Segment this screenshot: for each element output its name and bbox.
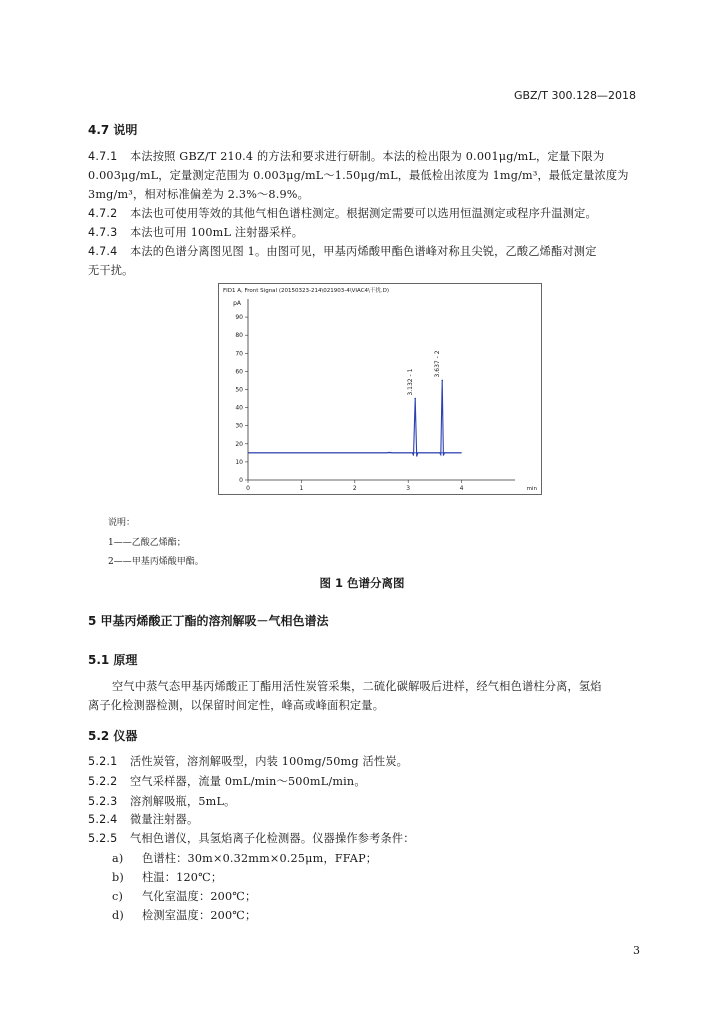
- chart-title: FID1 A, Front Signal (20150323-214\021903-4\VIAC4\干扰.D): [223, 288, 390, 294]
- item-text: 气相色谱仪，具氢焰离子化检测器。仪器操作参考条件：: [130, 832, 415, 845]
- y-tick-label: 60: [235, 368, 243, 376]
- item-4-7-1-line2: 0.003μg/mL，定量测定范围为 0.003μg/mL～1.50μg/mL，最低检出浓度为 1mg/m³，最低定量浓度为: [88, 169, 629, 182]
- item-number: 5.2.5: [88, 832, 118, 845]
- item-number: 4.7.2: [88, 207, 118, 220]
- item-text: 本法也可用 100mL 注射器采样。: [130, 226, 304, 239]
- x-tick-label: 2: [352, 485, 357, 492]
- item-text: 本法按照 GBZ/T 210.4 的方法和要求进行研制。本法的检出限为 0.001μg/mL，定量下限为: [130, 150, 605, 163]
- item-5-2-2: [88, 773, 366, 789]
- condition-text: 柱温：120℃；: [142, 871, 223, 884]
- x-tick-label: 3: [406, 485, 411, 492]
- y-tick-label: 70: [235, 350, 243, 358]
- item-5-2-1: [88, 753, 408, 769]
- x-tick-label: 1: [299, 485, 304, 492]
- item-number: 5.2.3: [88, 795, 118, 808]
- item-4-7-1: [88, 148, 604, 164]
- condition-b: [112, 869, 222, 885]
- condition-label: d): [112, 909, 124, 922]
- chromatogram-chart: [219, 284, 541, 494]
- item-4-7-3: [88, 224, 303, 240]
- section-5-1-title: 5.1 原理: [88, 653, 138, 667]
- item-4-7-4-line2: 无干扰。: [88, 264, 134, 277]
- item-4-7-4: [88, 243, 597, 259]
- item-number: 5.2.1: [88, 755, 118, 768]
- x-tick-label: 4: [459, 485, 464, 492]
- condition-c: [112, 888, 256, 904]
- condition-text: 气化室温度：200℃；: [142, 890, 257, 903]
- principle-line-2: 离子化检测器检测，以保留时间定性，峰高或峰面积定量。: [88, 699, 385, 712]
- condition-a: [112, 850, 377, 866]
- y-tick-label: 90: [235, 314, 243, 322]
- peak-apex-1: [414, 398, 416, 400]
- item-text: 空气采样器，流量 0mL/min～500mL/min。: [130, 775, 366, 788]
- figure-caption: 图 1 色谱分离图: [319, 576, 405, 590]
- item-number: 4.7.3: [88, 226, 118, 239]
- item-text: 本法的色谱分离图见图 1。由图可见，甲基丙烯酸甲酯色谱峰对称且尖锐，乙酸乙烯酯对测定: [130, 245, 597, 258]
- condition-text: 检测室温度：200℃；: [142, 909, 257, 922]
- item-4-7-2: [88, 205, 597, 221]
- figure-legend-item-1: 1——乙酸乙烯酯；: [108, 538, 186, 548]
- peak-label-1: 3.132 - 1: [407, 368, 415, 396]
- figure-legend-item-2: 2——甲基丙烯酸甲酯。: [108, 557, 204, 567]
- item-text: 活性炭管，溶剂解吸型，内装 100mg/50mg 活性炭。: [130, 755, 408, 768]
- y-tick-label: 30: [235, 422, 243, 430]
- signal-trace: [248, 380, 462, 456]
- condition-label: c): [112, 890, 124, 903]
- peak-label-2: 3.637 - 2: [434, 350, 442, 378]
- item-text: 本法也可使用等效的其他气相色谱柱测定。根据测定需要可以选用恒温测定或程序升温测定。: [130, 207, 597, 220]
- page-number: 3: [633, 944, 640, 957]
- item-text: 微量注射器。: [130, 813, 199, 826]
- y-tick-label: 20: [235, 440, 243, 448]
- item-number: 5.2.2: [88, 775, 118, 788]
- item-5-2-5: [88, 830, 415, 846]
- x-axis-label: min: [526, 486, 537, 492]
- condition-text: 色谱柱：30m×0.32mm×0.25μm，FFAP；: [142, 852, 378, 865]
- figure-legend-title: 说明：: [108, 518, 136, 528]
- item-5-2-3: [88, 793, 235, 809]
- condition-label: a): [112, 852, 124, 865]
- item-number: 4.7.1: [88, 150, 118, 163]
- peak-apex-2: [441, 380, 443, 382]
- section-5-2-title: 5.2 仪器: [88, 729, 138, 743]
- item-4-7-1-line3: 3mg/m³，相对标准偏差为 2.3%～8.9%。: [88, 188, 310, 201]
- y-axis-label: pA: [233, 300, 241, 307]
- x-tick-label: 0: [246, 485, 250, 492]
- y-tick-label: 50: [235, 386, 243, 394]
- y-tick-label: 80: [235, 332, 243, 340]
- section-5-title: 5 甲基丙烯酸正丁酯的溶剂解吸－气相色谱法: [88, 614, 329, 628]
- item-number: 5.2.4: [88, 813, 118, 826]
- chromatogram-figure: [218, 283, 542, 495]
- item-5-2-4: [88, 811, 198, 827]
- y-tick-label: 40: [235, 404, 243, 412]
- standard-code: GBZ/T 300.128—2018: [513, 89, 636, 102]
- y-tick-label: 0: [239, 477, 243, 484]
- condition-d: [112, 907, 256, 923]
- y-tick-label: 10: [235, 458, 243, 466]
- principle-line-1: 空气中蒸气态甲基丙烯酸正丁酯用活性炭管采集，二硫化碳解吸后进样，经气相色谱柱分离，氢焰: [112, 680, 602, 693]
- condition-label: b): [112, 871, 124, 884]
- section-4-7-title: 4.7 说明: [88, 123, 138, 137]
- item-number: 4.7.4: [88, 245, 118, 258]
- item-text: 溶剂解吸瓶，5mL。: [130, 795, 236, 808]
